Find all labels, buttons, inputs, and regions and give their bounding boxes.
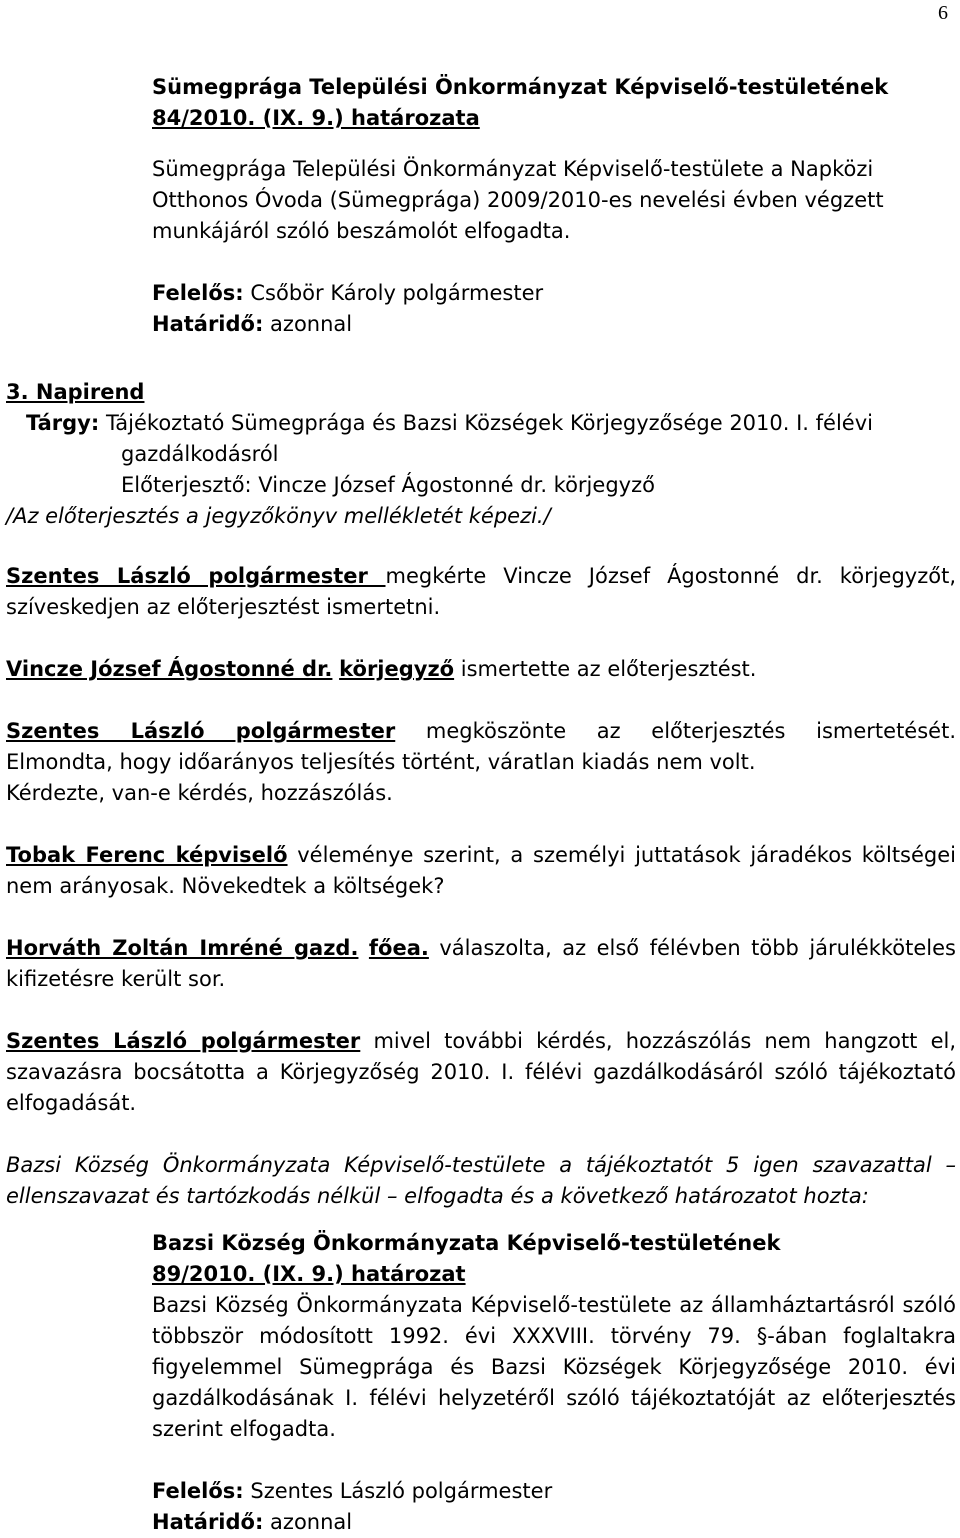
deadline-label: Határidő: xyxy=(152,312,264,336)
resolution-body: Bazsi Község Önkormányzata Képviselő-testülete az államháztartásról szóló többször módosított 1992. évi XXXVIII. törvény 79. §-ában foglaltakra figyelemmel Sümegprága és Bazsi Községek Körjegyzősége 2010. évi gazdálkodásának I. félévi helyzetéről szóló tájékoztatóját az előterjesztés szerint elfogadta. xyxy=(152,1293,956,1441)
speaker-name: Horváth Zoltán Imréné gazd. xyxy=(6,936,359,960)
vote-result: Bazsi Község Önkormányzata Képviselő-testülete a tájékoztatót 5 igen szavazattal – ellenszavazat és tartózkodás nélkül – elfogadta és a következő határozatot hozta: xyxy=(6,1153,956,1208)
resolution-meta xyxy=(152,278,956,340)
paragraph-text: mivel további kérdés, hozzászólás nem hangzott el, szavazásra bocsátotta a Körjegyzőség 2010. I. félévi gazdálkodásáról szóló tájékoztató elfogadását. xyxy=(6,1029,957,1115)
paragraph-3-line-3: Kérdezte, van-e kérdés, hozzászólás. xyxy=(6,781,393,805)
responsible-value: Csőbör Károly polgármester xyxy=(243,281,544,305)
agenda-subject xyxy=(6,408,956,439)
responsible-label: Felelős: xyxy=(152,281,244,305)
paragraph-3 xyxy=(6,716,956,747)
paragraph-3-line-2: Elmondta, hogy időarányos teljesítés történt, váratlan kiadás nem volt. xyxy=(6,750,756,774)
agenda-subject-cont xyxy=(6,439,956,470)
subject-label: Tárgy: xyxy=(26,411,100,435)
paragraph-text: megkérte Vincze József Ágostonné dr. körjegyzőt, szíveskedjen az előterjesztést ismertetni. xyxy=(6,564,956,619)
agenda-presenter xyxy=(6,470,956,501)
agenda-section xyxy=(6,377,956,532)
resolution-84 xyxy=(152,72,956,340)
paragraph-5 xyxy=(6,933,956,995)
speaker-name: Szentes László polgármester xyxy=(6,564,386,588)
responsible-line xyxy=(152,278,956,309)
resolution-number: 84/2010. (IX. 9.) határozata xyxy=(152,106,480,130)
resolution-89 xyxy=(152,1228,956,1538)
paragraph-1 xyxy=(6,561,956,623)
deadline-line xyxy=(152,309,956,340)
page-number: 6 xyxy=(938,2,948,24)
resolution-title: Sümegprága Települési Önkormányzat Képviselő-testületének xyxy=(152,75,889,99)
paragraph-2 xyxy=(6,654,956,685)
paragraph-text: megköszönte az előterjesztés ismertetését. xyxy=(395,719,956,743)
responsible-line xyxy=(152,1476,956,1507)
speaker-role: körjegyző xyxy=(339,657,455,681)
speaker-role: főea. xyxy=(368,936,429,960)
speaker-name: Szentes László polgármester xyxy=(6,1029,361,1053)
responsible-value: Szentes László polgármester xyxy=(243,1479,553,1503)
deadline-label: Határidő: xyxy=(152,1510,264,1534)
speaker-name: Tobak Ferenc képviselő xyxy=(6,843,288,867)
paragraph-4 xyxy=(6,840,956,902)
agenda-title: 3. Napirend xyxy=(6,380,145,404)
speaker-name: Vincze József Ágostonné dr. xyxy=(6,657,333,681)
deadline-value: azonnal xyxy=(263,312,353,336)
subject-value: Tájékoztató Sümegprága és Bazsi Községek Körjegyzősége 2010. I. félévi xyxy=(99,411,873,435)
resolution-title: Bazsi Község Önkormányzata Képviselő-testületének xyxy=(152,1231,781,1255)
resolution-body: Sümegprága Települési Önkormányzat Képviselő-testülete a Napközi Otthonos Óvoda (Sümegprága) 2009/2010-es nevelési évben végzett munkájáról szóló beszámolót elfogadta. xyxy=(152,157,884,243)
deadline-line xyxy=(152,1507,956,1538)
paragraph-text: ismertette az előterjesztést. xyxy=(454,657,757,681)
subject-continuation: gazdálkodásról xyxy=(121,442,279,466)
deadline-value: azonnal xyxy=(263,1510,353,1534)
speaker-name: Szentes László polgármester xyxy=(6,719,396,743)
resolution-number: 89/2010. (IX. 9.) határozat xyxy=(152,1262,466,1286)
responsible-label: Felelős: xyxy=(152,1479,244,1503)
minutes-paragraphs xyxy=(6,561,956,1212)
presenter-text: Előterjesztő: Vincze József Ágostonné dr. körjegyző xyxy=(121,473,655,497)
paragraph-text: véleménye szerint, a személyi juttatások járadékos költségei nem arányosak. Növekedtek a költségek? xyxy=(6,843,957,898)
attachment-note: /Az előterjesztés a jegyzőkönyv mellékletét képezi./ xyxy=(6,504,551,528)
paragraph-6 xyxy=(6,1026,956,1119)
paragraph-text: válaszolta, az első félévben több járulékköteles kifizetésre került sor. xyxy=(6,936,956,991)
